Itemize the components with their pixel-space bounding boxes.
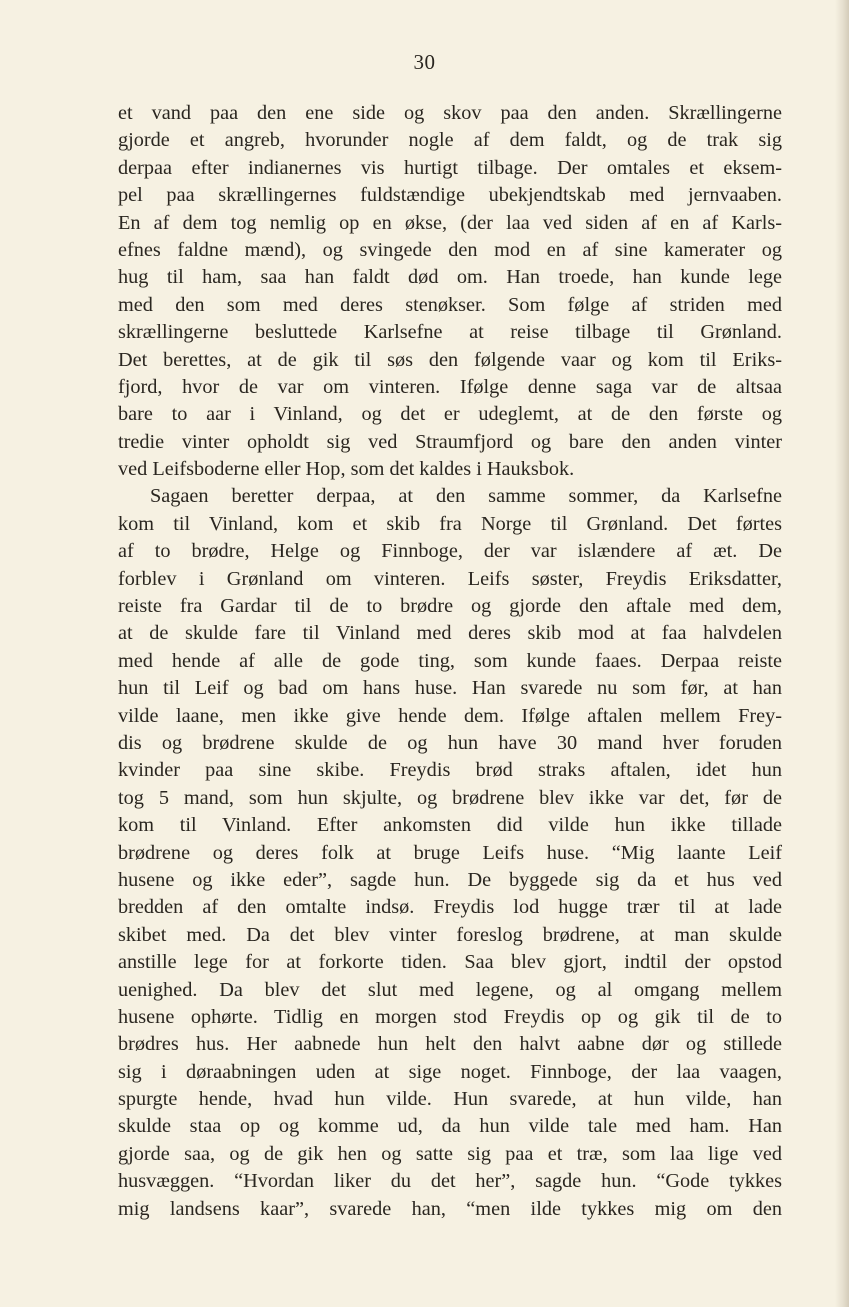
text-line: bredden af den omtalte indsø. Freydis lod hugge trær til at lade	[118, 896, 782, 919]
text-line: pel paa skrællingernes fuldstændige ubekjendtskab med jernvaaben.	[118, 184, 782, 207]
text-line: med hende af alle de gode ting, som kunde faaes. Derpaa reiste	[118, 649, 782, 672]
text-line: derpaa efter indianernes vis hurtigt tilbage. Der omtales et eksem-	[118, 156, 782, 179]
text-line: med den som med deres stenøkser. Som følge af striden med	[118, 293, 782, 316]
text-line: ved Leifsboderne eller Hop, som det kaldes i Hauksbok.	[118, 458, 575, 481]
text-line: anstille lege for at forkorte tiden. Saa blev gjort, indtil der opstod	[118, 951, 782, 974]
text-line: spurgte hende, hvad hun vilde. Hun svarede, at hun vilde, han	[118, 1088, 782, 1111]
text-line: Sagaen beretter derpaa, at den samme sommer, da Karlsefne	[150, 485, 782, 508]
text-line: gjorde et angreb, hvorunder nogle af dem faldt, og de trak sig	[118, 129, 782, 152]
text-line: skrællingerne besluttede Karlsefne at reise tilbage til Grønland.	[118, 321, 782, 344]
text-line: fjord, hvor de var om vinteren. Ifølge denne saga var de altsaa	[118, 375, 782, 398]
text-line: bare to aar i Vinland, og det er udeglemt, at de den første og	[118, 403, 782, 426]
text-line: kom til Vinland. Efter ankomsten did vilde hun ikke tillade	[118, 814, 782, 837]
text-line: forblev i Grønland om vinteren. Leifs søster, Freydis Eriksdatter,	[118, 567, 782, 590]
text-line: husene ophørte. Tidlig en morgen stod Freydis op og gik til de to	[118, 1005, 782, 1028]
text-line: husvæggen. “Hvordan liker du det her”, sagde hun. “Gode tykkes	[118, 1170, 782, 1193]
text-line: tredie vinter opholdt sig ved Straumfjord og bare den anden vinter	[118, 430, 782, 453]
text-line: kom til Vinland, kom et skib fra Norge til Grønland. Det førtes	[118, 512, 782, 535]
page-edge-shadow	[835, 0, 849, 1307]
text-line: skibet med. Da det blev vinter foreslog brødrene, at man skulde	[118, 923, 782, 946]
text-line: reiste fra Gardar til de to brødre og gjorde den aftale med dem,	[118, 595, 782, 618]
text-line: mig landsens kaar”, svarede han, “men ilde tykkes mig om den	[118, 1197, 782, 1220]
page-number: 30	[413, 50, 436, 74]
text-line: efnes faldne mænd), og svingede den mod en af sine kamerater og	[118, 238, 782, 261]
text-line: brødrene og deres folk at bruge Leifs huse. “Mig laante Leif	[118, 841, 782, 864]
text-line: Det berettes, at de gik til søs den følgende vaar og kom til Eriks-	[118, 348, 782, 371]
text-line: dis og brødrene skulde de og hun have 30 mand hver foruden	[118, 731, 782, 754]
text-line: kvinder paa sine skibe. Freydis brød straks aftalen, idet hun	[118, 759, 782, 782]
text-line: En af dem tog nemlig op en økse, (der laa ved siden af en af Karls-	[118, 211, 782, 234]
text-line: et vand paa den ene side og skov paa den anden. Skrællingerne	[118, 102, 782, 124]
text-line: skulde staa op og komme ud, da hun vilde tale med ham. Han	[118, 1115, 782, 1138]
text-line: hun til Leif og bad om hans huse. Han svarede nu som før, at han	[118, 677, 782, 700]
text-line: brødres hus. Her aabnede hun helt den halvt aabne dør og stillede	[118, 1033, 782, 1056]
text-line: gjorde saa, og de gik hen og satte sig paa et træ, som laa lige ved	[118, 1142, 782, 1165]
text-line: at de skulde fare til Vinland med deres skib mod at faa halvdelen	[118, 622, 782, 645]
text-line: hug til ham, saa han faldt død om. Han troede, han kunde lege	[118, 266, 782, 289]
text-line: tog 5 mand, som hun skjulte, og brødrene blev ikke var det, før de	[118, 786, 782, 809]
text-line: husene og ikke eder”, sagde hun. De byggede sig da et hus ved	[118, 868, 782, 891]
text-line: sig i døraabningen uden at sige noget. Finnboge, der laa vaagen,	[118, 1060, 782, 1083]
body-text	[118, 100, 782, 1223]
text-line: vilde laane, men ikke give hende dem. Ifølge aftalen mellem Frey-	[118, 704, 782, 727]
text-line: af to brødre, Helge og Finnboge, der var islændere af æt. De	[118, 540, 782, 563]
text-line: uenighed. Da blev det slut med legene, og al omgang mellem	[118, 978, 782, 1001]
